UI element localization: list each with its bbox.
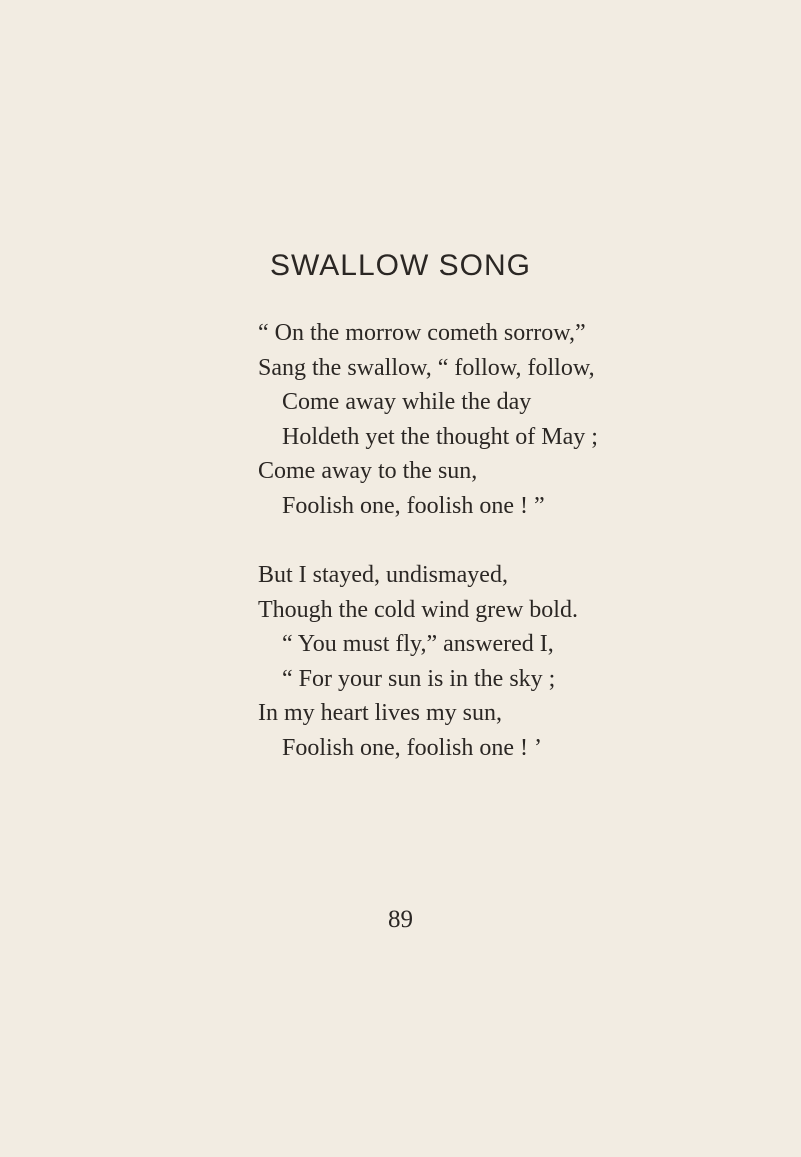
- page-number: 89: [388, 906, 413, 933]
- poem-line: Though the cold wind grew bold.: [258, 596, 578, 623]
- poem-line: Sang the swallow, “ follow, follow,: [258, 354, 595, 381]
- poem-line: Foolish one, foolish one ! ’: [282, 734, 542, 761]
- poem-line: Foolish one, foolish one ! ”: [282, 492, 545, 519]
- poem-line: But I stayed, undismayed,: [258, 562, 508, 588]
- poem-line: “ For your sun is in the sky ;: [282, 665, 556, 692]
- poem-line: Come away while the day: [282, 389, 532, 415]
- poem-line: “ On the morrow cometh sorrow,”: [258, 320, 586, 346]
- stanza-1: [258, 316, 778, 523]
- poem-title: SWALLOW SONG: [270, 249, 531, 282]
- poem-line: “ You must fly,” answered I,: [282, 631, 554, 657]
- poem-line: Holdeth yet the thought of May ;: [282, 423, 598, 450]
- poem-line: In my heart lives my sun,: [258, 700, 502, 726]
- stanza-2: [258, 558, 778, 765]
- poem-line: Come away to the sun,: [258, 458, 478, 484]
- poem-body: [258, 316, 778, 765]
